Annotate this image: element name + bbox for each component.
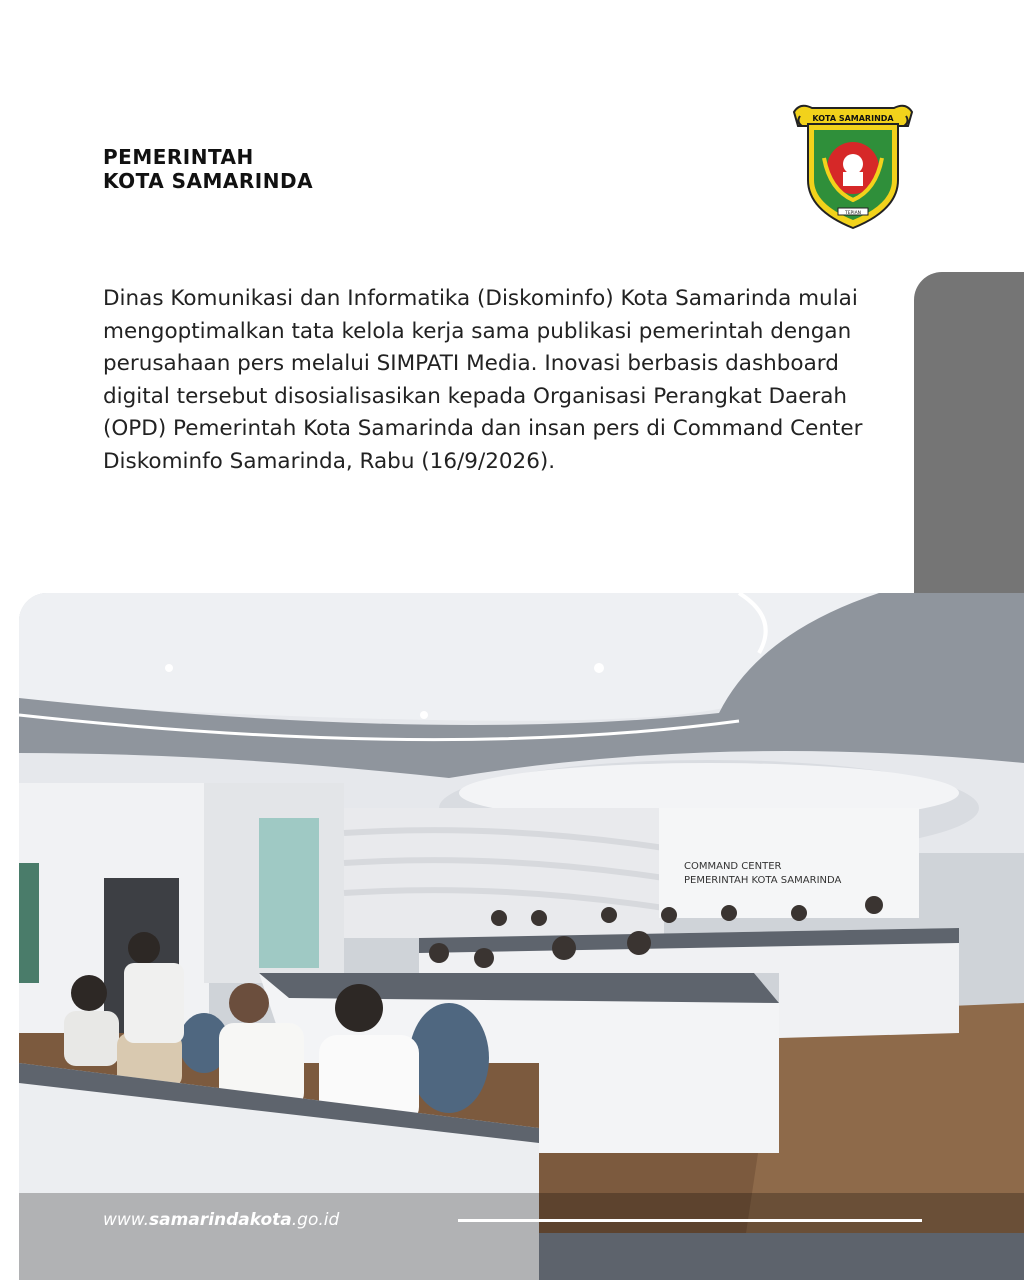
- command-center-photo: [19, 593, 1024, 1280]
- title-line-1: PEMERINTAH: [103, 145, 254, 169]
- website-url[interactable]: [103, 1210, 339, 1230]
- wall-sign-line-1: COMMAND CENTER: [684, 861, 782, 872]
- page-title: [103, 145, 313, 193]
- logo-ribbon-text: KOTA SAMARINDA: [812, 114, 894, 123]
- url-domain-bold: samarindakota: [149, 1210, 292, 1230]
- title-line-2: KOTA SAMARINDA: [103, 169, 314, 193]
- footer-divider-line: [458, 1219, 922, 1222]
- url-suffix: .go.id: [291, 1210, 340, 1230]
- logo-motto-text: TEPIAN: [844, 211, 862, 216]
- wall-sign-line-2: PEMERINTAH KOTA SAMARINDA: [684, 875, 842, 886]
- url-prefix: www.: [103, 1210, 150, 1230]
- city-emblem-logo: [790, 100, 916, 232]
- article-body: Dinas Komunikasi dan Informatika (Diskominfo) Kota Samarinda mulai mengoptimalkan tata kelola kerja sama publikasi pemerintah dengan perusahaan pers melalui SIMPATI Media. Inovasi berbasis dashboard digital tersebut disosialisasikan kepada Organisasi Perangkat Daerah (OPD) Pemerintah Kota Samarinda dan insan pers di Command Center Diskominfo Samarinda, Rabu (16/9/2026).: [103, 286, 863, 474]
